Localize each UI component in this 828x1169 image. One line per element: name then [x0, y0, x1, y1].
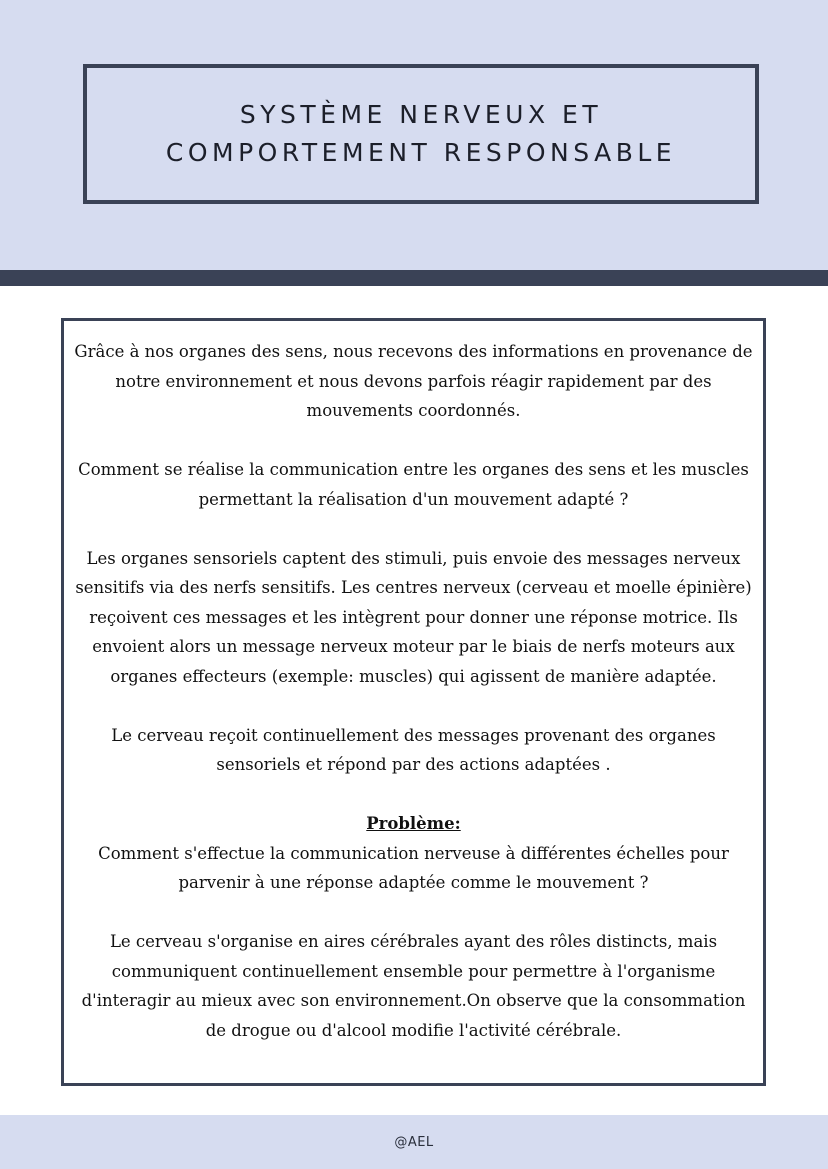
content-box	[61, 318, 766, 1086]
conclusion-paragraph: Le cerveau s'organise en aires cérébrales ayant des rôles distincts, mais communiquent continuellement ensemble pour permettre à l'organisme d'interagir au mieux avec son environnement.On observe que la consommation de drogue ou d'alcool modifie l'activité cérébrale.	[81, 932, 746, 1040]
footer-band	[0, 1115, 828, 1169]
header-stripe	[0, 270, 828, 286]
question-paragraph: Comment se réalise la communication entre les organes des sens et les muscles permettant la réalisation d'un mouvement adapté ?	[78, 460, 749, 509]
probleme-block	[72, 809, 755, 898]
brain-paragraph: Le cerveau reçoit continuellement des messages provenant des organes sensoriels et répond par des actions adaptées .	[111, 725, 716, 774]
probleme-text: Comment s'effectue la communication nerveuse à différentes échelles pour parvenir à une réponse adaptée comme le mouvement ?	[98, 843, 729, 892]
explanation-paragraph: Les organes sensoriels captent des stimuli, puis envoie des messages nerveux sensitifs via des nerfs sensitifs. Les centres nerveux (cerveau et moelle épinière) reçoivent ces messages et les intègrent pour donner une réponse motrice. Ils envoient alors un message nerveux moteur par le biais de nerfs moteurs aux organes effecteurs (exemple: muscles) qui agissent de manière adaptée.	[75, 548, 752, 686]
intro-paragraph: Grâce à nos organes des sens, nous recevons des informations en provenance de notre environnement et nous devons parfois réagir rapidement par des mouvements coordonnés.	[74, 342, 753, 420]
author-tag: @AEL	[394, 1134, 434, 1150]
title-box	[83, 64, 759, 204]
page-title-line-2: COMPORTEMENT RESPONSABLE	[165, 138, 677, 167]
page-title-line-1: SYSTÈME NERVEUX ET	[239, 100, 603, 129]
probleme-heading: Problème:	[366, 814, 461, 833]
